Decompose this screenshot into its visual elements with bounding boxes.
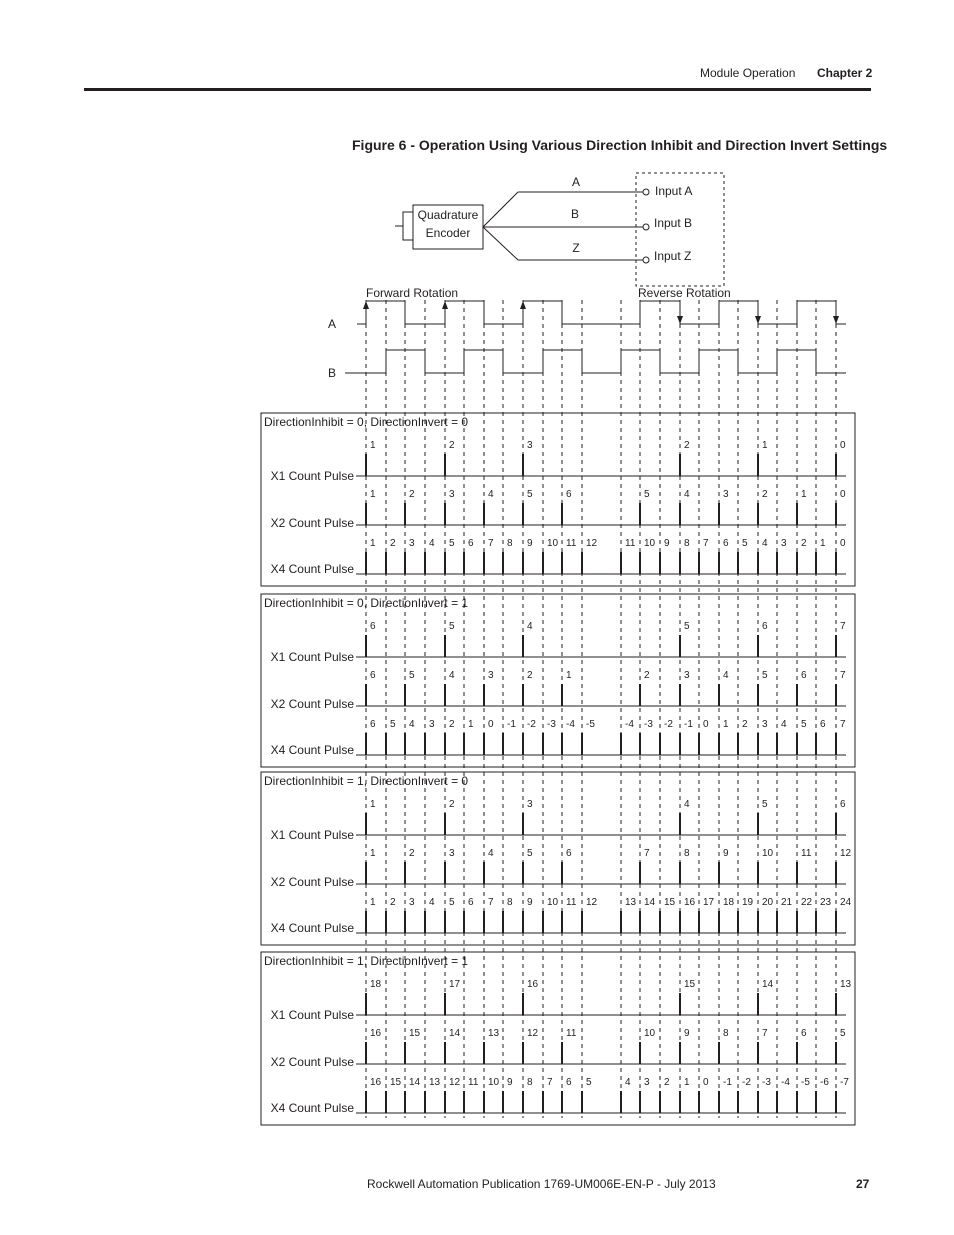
count-value: 14 (409, 1077, 421, 1088)
count-value: 13 (625, 897, 637, 908)
input-a-label: Input A (655, 184, 693, 198)
count-value: 3 (409, 538, 415, 549)
count-value: 15 (409, 1028, 421, 1039)
count-value: -7 (840, 1077, 849, 1088)
count-value: 5 (527, 848, 533, 859)
count-value: 16 (370, 1077, 382, 1088)
count-value: 20 (762, 897, 774, 908)
count-value: 4 (409, 719, 415, 730)
count-value: 17 (703, 897, 715, 908)
count-value: 15 (684, 979, 696, 990)
count-value: 4 (684, 799, 690, 810)
count-value: 15 (664, 897, 676, 908)
count-value: 5 (801, 719, 807, 730)
count-value: 7 (840, 719, 846, 730)
count-value: 10 (762, 848, 774, 859)
count-value: 1 (370, 538, 376, 549)
footer-publication: Rockwell Automation Publication 1769-UM006E-EN-P - July 2013 (367, 1177, 716, 1191)
count-value: 3 (781, 538, 787, 549)
count-value: -5 (586, 719, 595, 730)
wire-label-z: Z (572, 241, 580, 255)
count-value: 11 (468, 1077, 479, 1088)
count-value: 11 (566, 897, 577, 908)
count-value: 1 (820, 538, 826, 549)
count-value: 2 (801, 538, 807, 549)
input-z-label: Input Z (654, 249, 692, 263)
count-value: 14 (762, 979, 774, 990)
count-value: 6 (840, 799, 846, 810)
count-value: 5 (390, 719, 396, 730)
count-value: 12 (840, 848, 852, 859)
count-value: 12 (449, 1077, 461, 1088)
count-value: -6 (820, 1077, 829, 1088)
count-value: 13 (429, 1077, 441, 1088)
count-value: 2 (644, 670, 650, 681)
count-value: 6 (566, 1077, 572, 1088)
count-value: 3 (527, 799, 533, 810)
count-value: 15 (390, 1077, 402, 1088)
encoder-label-1: Quadrature (417, 208, 479, 222)
count-value: 6 (370, 670, 376, 681)
panel-3-title: DirectionInhibit = 1, DirectionInvert = 0 (264, 774, 469, 788)
count-value: 2 (449, 719, 455, 730)
count-value: 3 (684, 670, 690, 681)
count-value: -4 (781, 1077, 790, 1088)
count-value: 12 (586, 538, 598, 549)
count-value: 0 (488, 719, 494, 730)
count-value: 7 (547, 1077, 553, 1088)
count-value: 1 (468, 719, 474, 730)
terminal-input-a (643, 189, 649, 195)
signal-a-waveform (357, 301, 846, 324)
count-value: -2 (664, 719, 673, 730)
count-value: -5 (801, 1077, 810, 1088)
count-value: 2 (664, 1077, 670, 1088)
count-value: 2 (390, 538, 396, 549)
rotation-arrow-up-0 (363, 301, 369, 309)
panel-1-title: DirectionInhibit = 0, DirectionInvert = 0 (264, 415, 469, 429)
encoder-shaft-housing (403, 212, 413, 240)
count-value: 6 (566, 848, 572, 859)
count-value: 9 (684, 1028, 690, 1039)
count-value: 12 (527, 1028, 539, 1039)
count-value: 4 (449, 670, 455, 681)
footer-page-number: 27 (856, 1177, 870, 1191)
count-value: 0 (703, 719, 709, 730)
count-value: 10 (547, 538, 559, 549)
panel-4-row-2-label: X2 Count Pulse (270, 1055, 354, 1069)
panel-1-row-3-label: X4 Count Pulse (270, 562, 354, 576)
count-value: 2 (449, 799, 455, 810)
count-value: 21 (781, 897, 793, 908)
rotation-arrow-up-1 (442, 301, 448, 309)
panel-3-row-3-label: X4 Count Pulse (270, 921, 354, 935)
count-value: 1 (723, 719, 729, 730)
count-value: 3 (449, 848, 455, 859)
count-value: 0 (840, 440, 846, 451)
count-value: 13 (488, 1028, 500, 1039)
count-value: 12 (586, 897, 598, 908)
figure-title: Figure 6 - Operation Using Various Direction Inhibit and Direction Invert Settings (352, 137, 888, 153)
count-value: 4 (429, 538, 435, 549)
count-value: 23 (820, 897, 832, 908)
count-value: 3 (762, 719, 768, 730)
count-value: 5 (449, 897, 455, 908)
count-value: 10 (644, 538, 656, 549)
count-value: 11 (566, 538, 577, 549)
count-value: 4 (429, 897, 435, 908)
count-value: 5 (840, 1028, 846, 1039)
count-value: 3 (723, 489, 729, 500)
count-value: 1 (370, 799, 376, 810)
count-value: 8 (527, 1077, 533, 1088)
count-value: 11 (566, 1028, 577, 1039)
count-value: 1 (370, 848, 376, 859)
count-value: 9 (664, 538, 670, 549)
rotation-arrow-down-4 (755, 316, 761, 324)
count-value: -3 (644, 719, 653, 730)
count-value: -1 (684, 719, 693, 730)
count-value: 6 (801, 670, 807, 681)
count-value: 5 (762, 799, 768, 810)
count-value: -2 (527, 719, 536, 730)
count-value: 4 (762, 538, 768, 549)
count-value: 18 (370, 979, 382, 990)
count-value: 6 (566, 489, 572, 500)
count-value: 2 (527, 670, 533, 681)
count-value: 6 (801, 1028, 807, 1039)
count-value: 4 (527, 621, 533, 632)
count-value: 6 (723, 538, 729, 549)
wire-label-b: B (570, 207, 580, 221)
count-value: 7 (840, 670, 846, 681)
panel-2-title: DirectionInhibit = 0, DirectionInvert = 1 (264, 596, 469, 610)
count-value: 16 (684, 897, 696, 908)
header-section: Module Operation (700, 66, 796, 80)
count-value: 16 (527, 979, 539, 990)
header-chapter: Chapter 2 (817, 66, 873, 80)
count-value: 1 (801, 489, 807, 500)
signal-b-waveform (345, 350, 846, 373)
count-value: 9 (527, 897, 533, 908)
count-value: 3 (449, 489, 455, 500)
count-value: 4 (488, 489, 494, 500)
count-value: 10 (488, 1077, 500, 1088)
panel-4-row-1-label: X1 Count Pulse (270, 1008, 354, 1022)
count-value: 7 (840, 621, 846, 632)
count-value: 1 (566, 670, 572, 681)
terminal-input-z (643, 257, 649, 263)
count-value: 2 (684, 440, 690, 451)
count-value: -4 (625, 719, 634, 730)
count-value: 6 (370, 719, 376, 730)
count-value: 10 (644, 1028, 656, 1039)
panel-2-row-2-label: X2 Count Pulse (270, 697, 354, 711)
count-value: 8 (507, 538, 513, 549)
count-value: 4 (625, 1077, 631, 1088)
count-value: 16 (370, 1028, 382, 1039)
count-value: 14 (644, 897, 656, 908)
count-value: 5 (762, 670, 768, 681)
count-value: 5 (449, 538, 455, 549)
count-value: 1 (684, 1077, 690, 1088)
count-value: 6 (468, 897, 474, 908)
count-value: 2 (409, 848, 415, 859)
count-value: 1 (762, 440, 768, 451)
rotation-arrow-down-3 (677, 316, 683, 324)
count-value: 14 (449, 1028, 461, 1039)
count-value: 3 (644, 1077, 650, 1088)
count-value: 9 (527, 538, 533, 549)
count-value: 8 (684, 848, 690, 859)
count-value: 6 (820, 719, 826, 730)
count-value: 9 (723, 848, 729, 859)
encoder-label-2: Encoder (425, 226, 471, 240)
count-value: 17 (449, 979, 461, 990)
count-value: 18 (723, 897, 735, 908)
count-value: 11 (625, 538, 636, 549)
forward-rotation-label: Forward Rotation (366, 286, 459, 300)
count-value: 8 (507, 897, 513, 908)
count-value: 22 (801, 897, 813, 908)
count-value: 5 (449, 621, 455, 632)
count-value: 2 (742, 719, 748, 730)
count-value: 3 (527, 440, 533, 451)
count-value: 6 (370, 621, 376, 632)
count-value: 5 (644, 489, 650, 500)
count-value: 4 (684, 489, 690, 500)
count-value: 7 (762, 1028, 768, 1039)
count-value: 3 (488, 670, 494, 681)
count-value: 8 (723, 1028, 729, 1039)
count-value: 7 (703, 538, 709, 549)
panel-4-row-3-label: X4 Count Pulse (270, 1101, 354, 1115)
wire-label-a: A (571, 175, 581, 189)
count-value: 4 (488, 848, 494, 859)
count-value: 4 (723, 670, 729, 681)
count-value: 2 (762, 489, 768, 500)
count-value: -3 (547, 719, 556, 730)
count-value: 1 (370, 489, 376, 500)
panel-3-row-2-label: X2 Count Pulse (270, 875, 354, 889)
terminal-input-b (643, 224, 649, 230)
count-value: -1 (507, 719, 516, 730)
count-value: 1 (370, 440, 376, 451)
count-value: 13 (840, 979, 852, 990)
count-value: -3 (762, 1077, 771, 1088)
count-value: 3 (429, 719, 435, 730)
panel-4-title: DirectionInhibit = 1, DirectionInvert = 1 (264, 954, 469, 968)
count-value: 0 (840, 489, 846, 500)
count-value: 5 (742, 538, 748, 549)
panel-1-row-2-label: X2 Count Pulse (270, 516, 354, 530)
count-value: 1 (370, 897, 376, 908)
count-value: 2 (409, 489, 415, 500)
wire-a-diag (483, 192, 518, 227)
rotation-arrow-down-5 (833, 316, 839, 324)
count-value: 4 (781, 719, 787, 730)
count-value: -4 (566, 719, 575, 730)
wire-z-diag (483, 227, 518, 260)
count-value: 19 (742, 897, 754, 908)
count-value: 3 (409, 897, 415, 908)
count-value: 7 (488, 538, 494, 549)
input-b-label: Input B (654, 216, 693, 230)
count-value: 5 (409, 670, 415, 681)
count-value: 7 (644, 848, 650, 859)
count-value: 5 (684, 621, 690, 632)
count-value: 6 (468, 538, 474, 549)
count-value: 0 (703, 1077, 709, 1088)
count-value: 6 (762, 621, 768, 632)
count-value: 9 (507, 1077, 513, 1088)
count-value: 5 (527, 489, 533, 500)
count-value: 10 (547, 897, 559, 908)
panel-2-row-1-label: X1 Count Pulse (270, 650, 354, 664)
signal-b-label: B (327, 366, 336, 380)
count-value: 2 (390, 897, 396, 908)
signal-a-label: A (327, 317, 336, 331)
count-value: 24 (840, 897, 852, 908)
panel-3-row-1-label: X1 Count Pulse (270, 828, 354, 842)
panel-1-row-1-label: X1 Count Pulse (270, 469, 354, 483)
count-value: 8 (684, 538, 690, 549)
count-value: -1 (723, 1077, 732, 1088)
count-value: -2 (742, 1077, 751, 1088)
count-value: 5 (586, 1077, 592, 1088)
count-value: 11 (801, 848, 812, 859)
count-value: 0 (840, 538, 846, 549)
reverse-rotation-label: Reverse Rotation (638, 286, 731, 300)
panel-2-row-3-label: X4 Count Pulse (270, 743, 354, 757)
count-value: 2 (449, 440, 455, 451)
count-value: 7 (488, 897, 494, 908)
rotation-arrow-up-2 (520, 301, 526, 309)
